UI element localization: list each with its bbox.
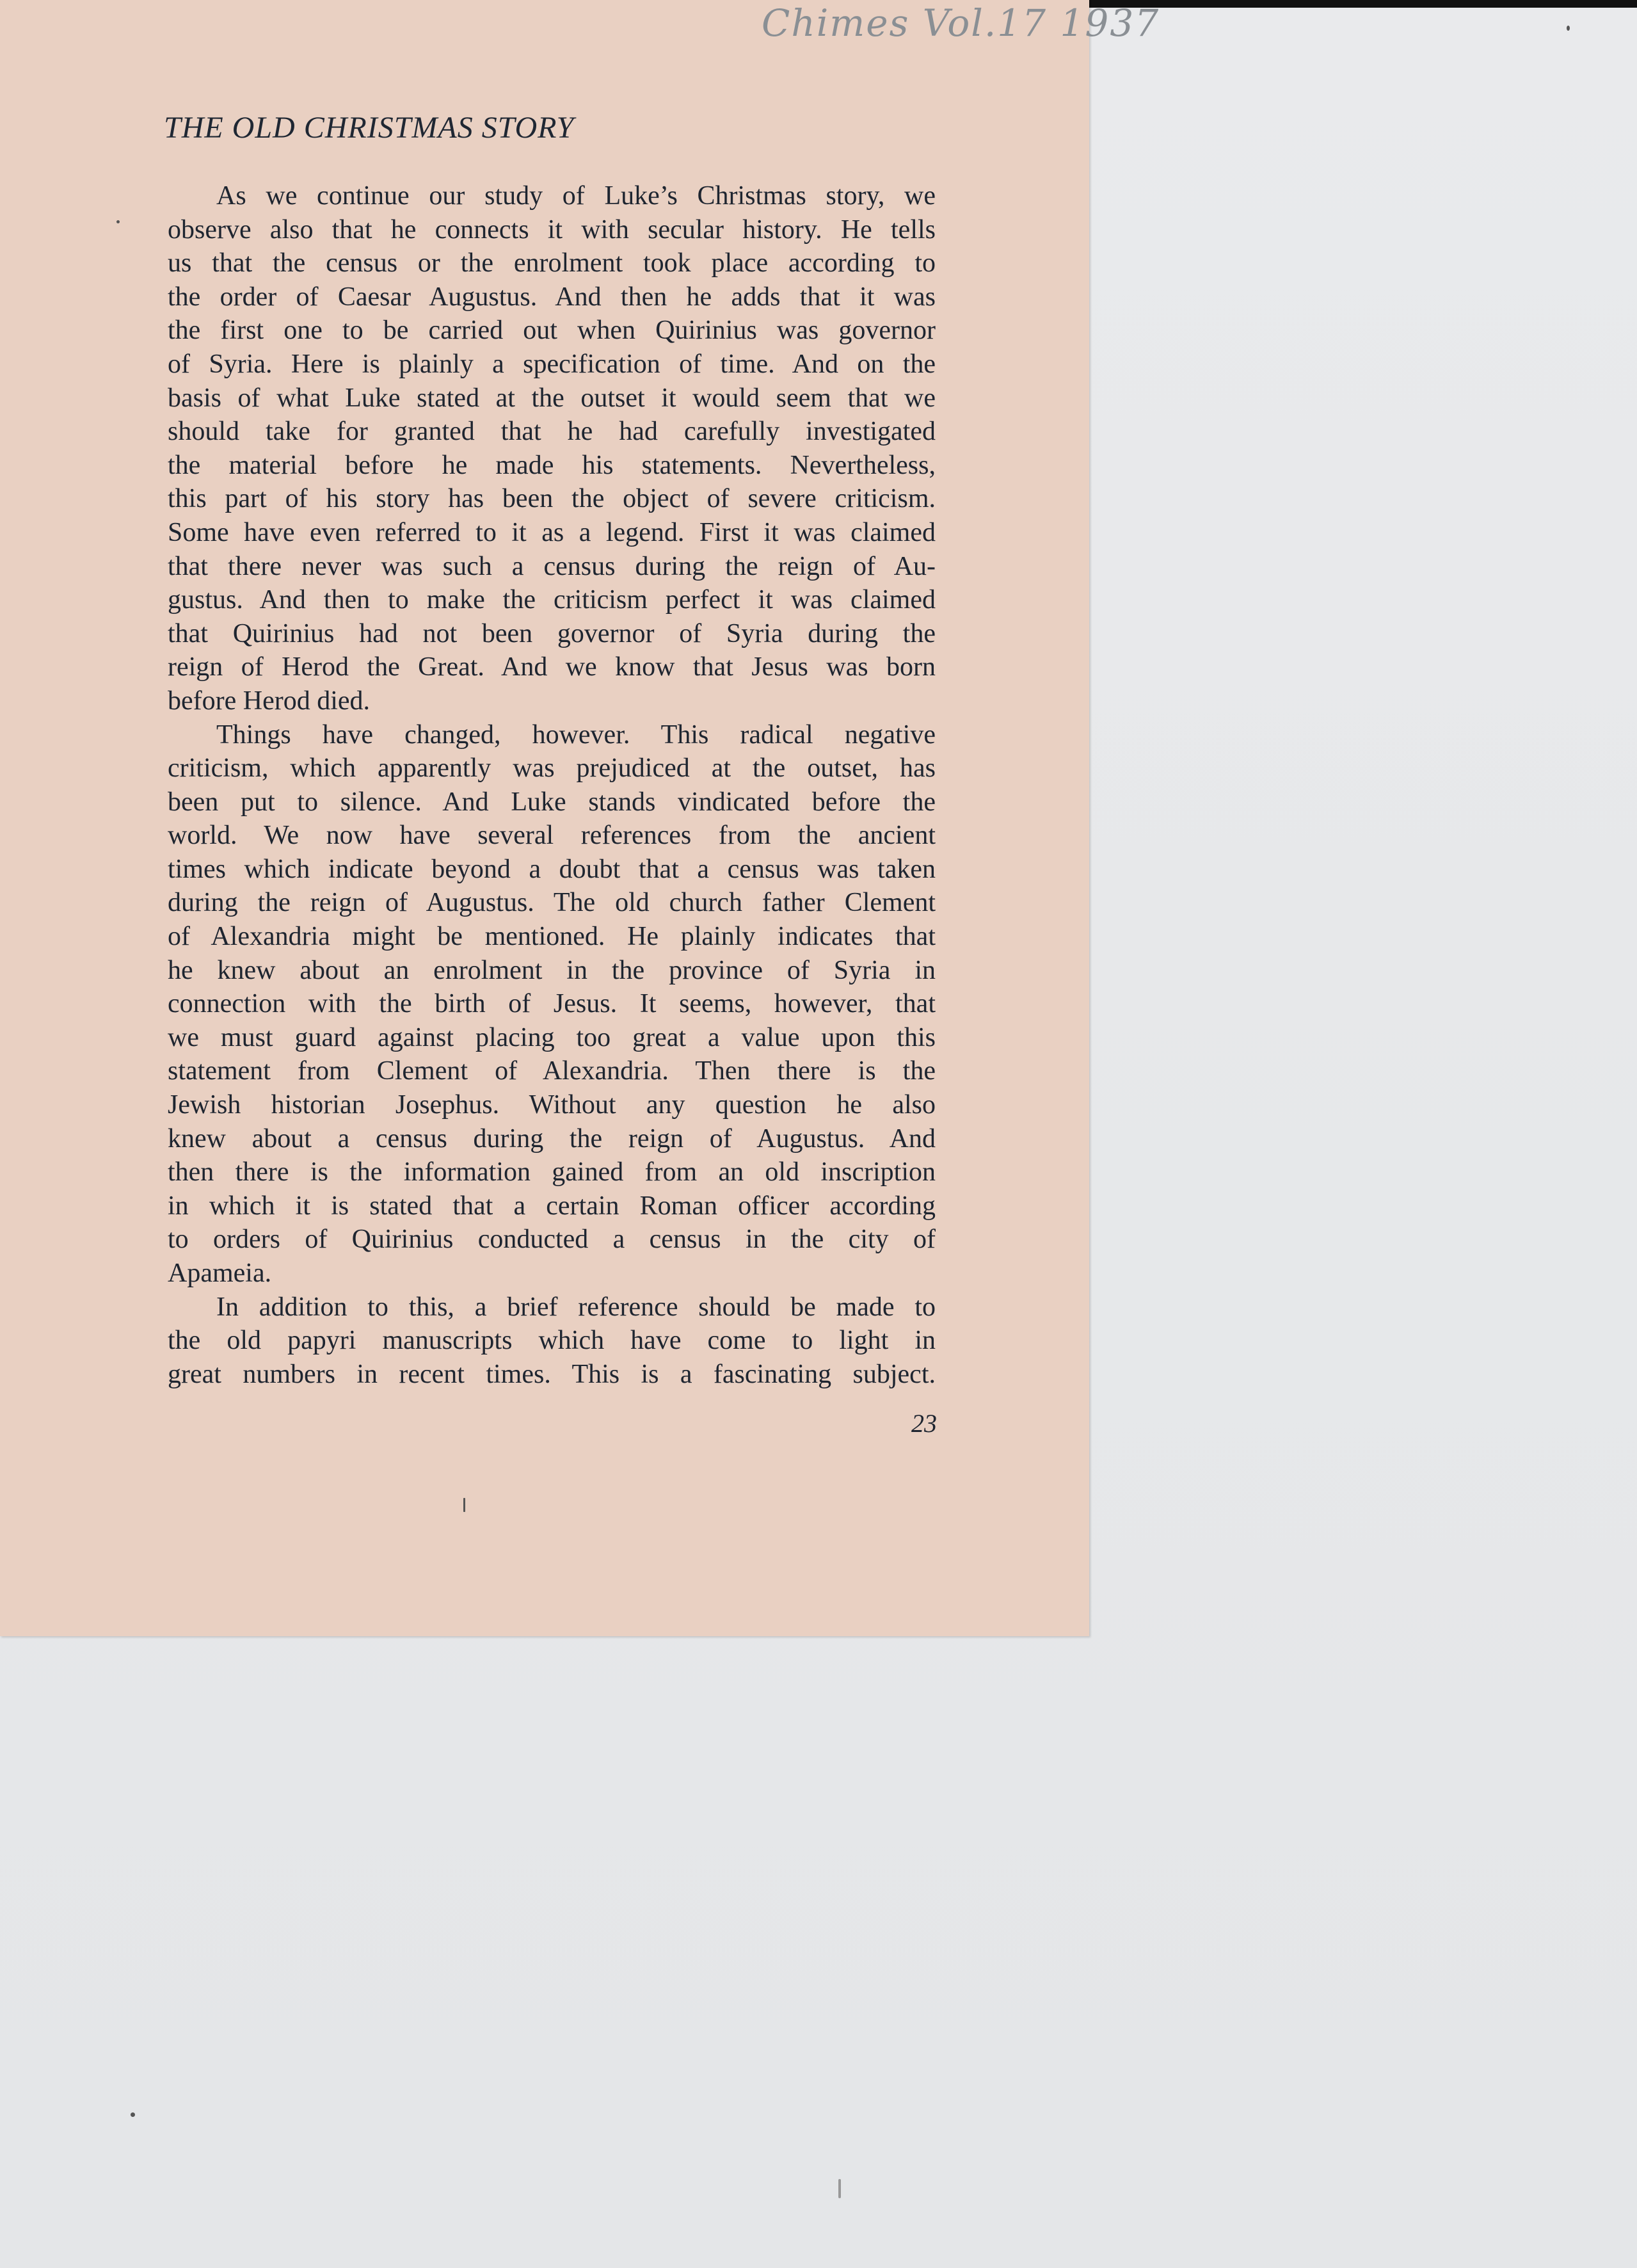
handwritten-annotation: Chimes Vol.17 1937 [762,1,1160,45]
text-line: that Quirinius had not been governor of Syria during the [168,618,936,648]
scan-speck [838,2179,841,2198]
text-line: Things have changed, however. This radical negative [216,720,936,750]
page-title: THE OLD CHRISTMAS STORY [164,111,575,145]
paper-speck [463,1498,465,1512]
text-line: should take for granted that he had carefully investigated [168,417,936,447]
scan-speck [1567,26,1570,31]
text-line: before Herod died. [168,686,371,716]
text-line: the first one to be carried out when Quirinius was governor [168,316,936,346]
text-line: Jewish historian Josephus. Without any question he also [168,1090,936,1120]
text-line: that there never was such a census during the reign of Au- [168,551,936,581]
text-line: during the reign of Augustus. The old church father Clement [168,888,936,918]
text-line: In addition to this, a brief reference should be made to [216,1292,936,1322]
text-line: been put to silence. And Luke stands vindicated before the [168,787,936,817]
text-line: he knew about an enrolment in the province of Syria in [168,955,936,985]
page-number: 23 [911,1409,937,1438]
text-line: the old papyri manuscripts which have come to light in [168,1326,936,1356]
text-line: Apameia. [168,1259,272,1288]
scanner-edge-strip [1082,0,1637,8]
text-line: then there is the information gained from an old inscription [168,1157,936,1187]
text-line: As we continue our study of Luke’s Christmas story, we [216,181,936,211]
text-line: this part of his story has been the object of severe criticism. [168,484,936,514]
text-line: us that the census or the enrolment took place according to [168,248,936,278]
text-line: reign of Herod the Great. And we know that Jesus was born [168,652,936,682]
text-line: gustus. And then to make the criticism perfect it was claimed [168,585,936,615]
text-line: of Syria. Here is plainly a specification of time. And on the [168,349,936,379]
text-line: world. We now have several references from the ancient [168,821,936,851]
article-body [168,179,936,1391]
scan-speck [131,2112,135,2117]
text-line: connection with the birth of Jesus. It seems, however, that [168,989,936,1019]
text-line: the material before he made his statements. Nevertheless, [168,450,936,480]
text-line: we must guard against placing too great a value upon this [168,1022,936,1052]
text-line: criticism, which apparently was prejudiced at the outset, has [168,753,936,784]
text-line: observe also that he connects it with secular history. He tells [168,214,936,245]
text-line: in which it is stated that a certain Roman officer according [168,1191,936,1221]
text-line: great numbers in recent times. This is a fascinating subject. [168,1359,936,1389]
text-line: Some have even referred to it as a legend. First it was claimed [168,517,936,547]
text-line: the order of Caesar Augustus. And then he adds that it was [168,282,936,312]
text-line: to orders of Quirinius conducted a census in the city of [168,1225,936,1255]
text-line: of Alexandria might be mentioned. He plainly indicates that [168,922,936,952]
text-line: times which indicate beyond a doubt that a census was taken [168,854,936,884]
paper-speck [116,220,120,223]
text-line: statement from Clement of Alexandria. Then there is the [168,1056,936,1086]
text-line: basis of what Luke stated at the outset it would seem that we [168,383,936,413]
text-line: knew about a census during the reign of Augustus. And [168,1123,936,1154]
